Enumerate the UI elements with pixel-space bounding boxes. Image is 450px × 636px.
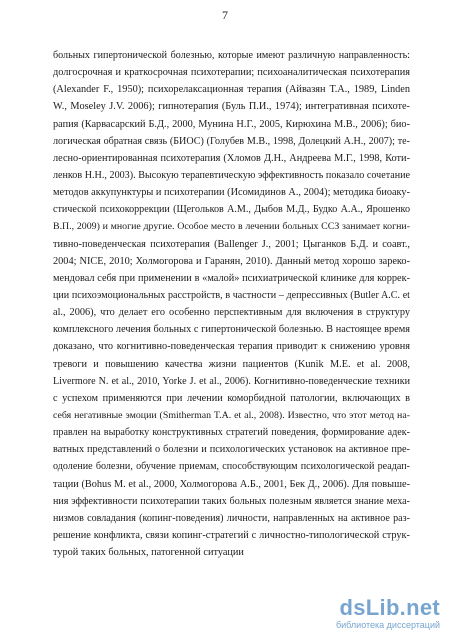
text-line: решение конфликта, связи копинг-стратегий с личностно-типологической струк-	[53, 529, 410, 541]
text-line: правлен на выработку конструктивных стратегий поведения, формирование адек-	[53, 427, 410, 439]
text-line: al., 2006), что делает его особенно перспективным для включения в структуру	[53, 307, 410, 319]
text-line: ленков Н.Н., 2003). Высокую терапевтическую эффективность показало сочетание	[53, 169, 410, 181]
text-line: доказано, что когнитивно-поведенческая терапия приводит к снижению уровня	[53, 341, 410, 353]
text-line: долгосрочная и краткосрочная психотерапии; психоаналитическая психотерапия	[53, 67, 410, 79]
text-line: 2004; NICE, 2010; Холмогорова и Гаранян, 2010). Данный метод хорошо зареко-	[53, 255, 410, 267]
text-line: рапия (Карвасарский Б.Д., 2000, Мунина Н.Г., 2005, Кирюхина М.В., 2006); био-	[53, 118, 410, 130]
text-line: тивно-поведенческая психотерапия (Ballenger J., 2001; Цыганков Б.Д. и соавт.,	[53, 238, 410, 250]
text-line: стической психокоррекции (Щегольков А.М., Дыбов М.Д., Будко А.А., Ярошенко	[53, 204, 410, 216]
text-line: с успехом применяются при лечении коморбидной патологии, включающих в	[53, 392, 410, 404]
text-line: ватных представлений о болезни и психологических установок на активное пре-	[53, 444, 410, 456]
page-number: 7	[222, 8, 228, 22]
text-line: тревоги и повышению качества жизни пациентов (Kunik M.E. et al. 2008,	[53, 358, 410, 370]
watermark[interactable]	[328, 596, 440, 632]
text-line: W., Moseley J.V. 2006); гипнотерапия (Буль П.И., 1974); интегративная психоте-	[53, 101, 410, 113]
text-line: тации (Bohus M. et al., 2000, Холмогорова А.Б., 2001, Бек Д., 2006). Для повыше-	[53, 478, 410, 490]
watermark-logo: dsLib.net	[339, 595, 440, 620]
text-line: логическая обратная связь (БИОС) (Голубев М.В., 1998, Долецкий А.Н., 2007); те-	[53, 135, 410, 147]
text-line: В.П., 2009) и многие другие. Особое место в лечении больных ССЗ занимает когни-	[53, 221, 410, 233]
text-line: низмов совладания (копинг-поведения) личности, направленных на активное раз-	[53, 512, 410, 524]
text-line: Livermore N. et al., 2010, Yorke J. et al., 2006). Когнитивно-поведенческие техники	[53, 375, 410, 387]
text-line: (Alexander F., 1950); психорелаксационная терапия (Айвазян Т.А., 1989, Linden	[53, 84, 410, 96]
text-line: ции психоэмоциональных расстройств, в частности – депрессивных (Butler A.C. et	[53, 289, 410, 301]
text-line: мендовал себя при применении в «малой» психиатрической клинике для коррек-	[53, 272, 410, 284]
text-line: больных гипертонической болезнью, которые имеют различную направленность:	[53, 50, 410, 61]
text-line: себя негативные эмоции (Smitherman T.A. et al., 2008). Известно, что этот метод на-	[53, 409, 410, 421]
watermark-tagline: библиотека диссертаций	[335, 620, 440, 630]
text-line: комплексного лечения больных с гипертонической болезнью. В настоящее время	[53, 324, 410, 336]
text-line: методов аккупунктуры и психотерапии (Исомидинов А., 2004); методика биоаку-	[53, 187, 410, 199]
text-line: одоление болезни, обучение приемам, способствующим психологической реадап-	[53, 461, 410, 473]
body-text	[53, 47, 410, 561]
text-line: турой таких больных, патогенной ситуации	[53, 547, 244, 559]
text-line: лесно-ориентированная психотерапия (Хломов Д.Н., Андреева М.Г., 1998, Коти-	[53, 152, 410, 164]
text-line: ния эффективности психотерапии таких больных полезным является знание меха-	[53, 495, 410, 507]
